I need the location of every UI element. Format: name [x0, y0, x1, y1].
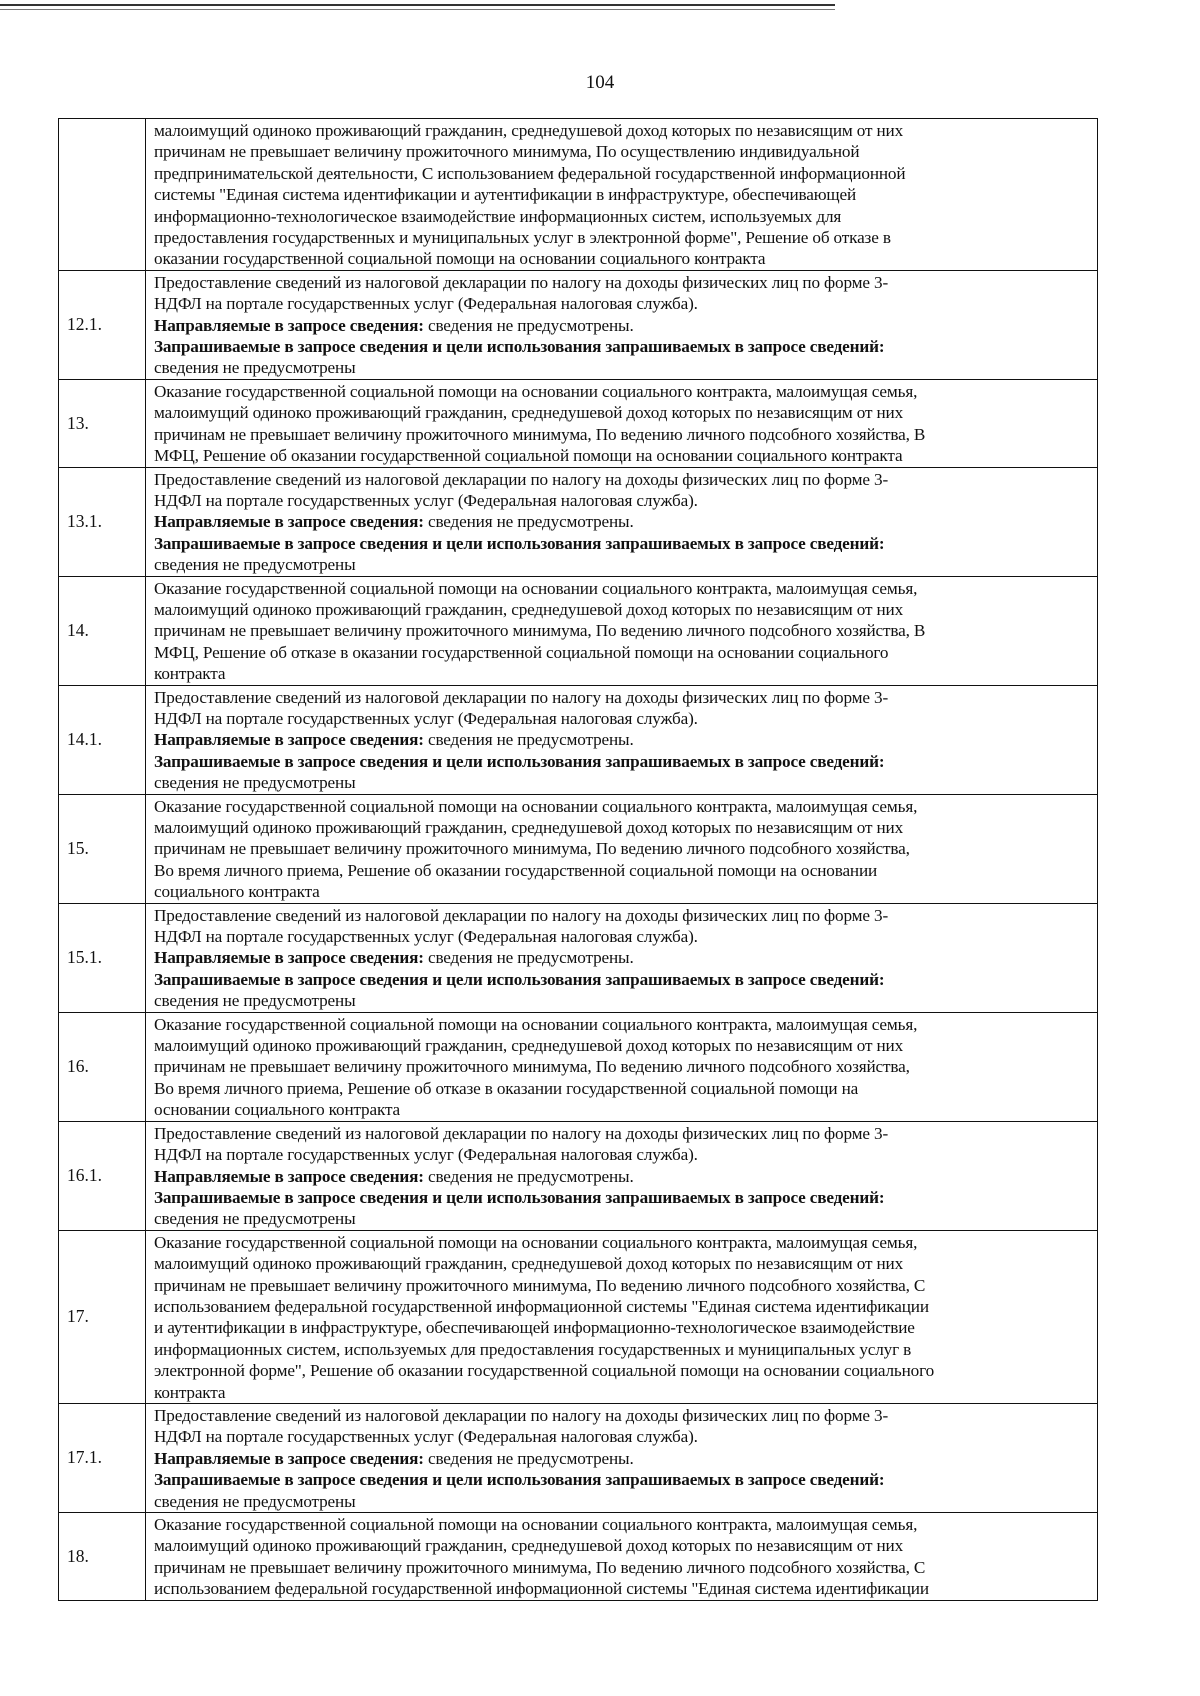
- line-text: социального контракта: [154, 882, 320, 902]
- content-line: [154, 751, 1091, 772]
- row-content: [146, 685, 1098, 794]
- row-number: 18.: [59, 1513, 146, 1601]
- line-text: Оказание государственной социальной помощи на основании социального контракта, малоимущая семья,: [154, 1515, 918, 1534]
- line-text: контракта: [154, 1382, 226, 1402]
- line-text: Предоставление сведений из налоговой декларации по налогу на доходы физических лиц по форме 3-: [154, 905, 889, 925]
- table-row: [59, 1230, 1098, 1403]
- line-text: НДФЛ на портале государственных услуг (Федеральная налоговая служба).: [154, 1427, 698, 1447]
- table-row: [59, 794, 1098, 903]
- services-table: [58, 118, 1098, 1601]
- content-line: [154, 445, 1091, 466]
- line-text: Оказание государственной социальной помощи на основании социального контракта, малоимущая семья,: [154, 1014, 918, 1034]
- line-text: причинам не превышает величину прожиточного минимума, По ведению личного подсобного хозяйства, В: [154, 621, 926, 641]
- line-text: сведения не предусмотрены.: [423, 730, 634, 750]
- content-line: [154, 469, 1091, 490]
- content-line: [154, 1448, 1091, 1469]
- line-text: Оказание государственной социальной помощи на основании социального контракта, малоимущая семья,: [154, 381, 918, 401]
- row-content: [146, 467, 1098, 576]
- bold-label: Запрашиваемые в запросе сведения и цели использования запрашиваемых в запросе сведений:: [154, 533, 885, 553]
- content-line: [154, 1382, 1091, 1403]
- content-line: [154, 1208, 1091, 1229]
- line-text: использованием федеральной государственной информационной системы "Единая система идентификации: [154, 1296, 929, 1316]
- bold-label: Запрашиваемые в запросе сведения и цели использования запрашиваемых в запросе сведений:: [154, 751, 885, 771]
- content-line: [154, 357, 1091, 378]
- line-text: Во время личного приема, Решение об оказании государственной социальной помощи на основании: [154, 860, 878, 880]
- content-line: [154, 163, 1091, 184]
- content-line: [154, 1469, 1091, 1490]
- line-text: сведения не предусмотрены: [154, 1491, 356, 1511]
- content-line: [154, 838, 1091, 859]
- content-line: [154, 511, 1091, 532]
- table-row: [59, 379, 1098, 467]
- table-row: [59, 1121, 1098, 1230]
- content-line: [154, 663, 1091, 684]
- content-line: [154, 1232, 1091, 1253]
- line-text: основании социального контракта: [154, 1100, 401, 1120]
- bold-label: Запрашиваемые в запросе сведения и цели использования запрашиваемых в запросе сведений:: [154, 337, 885, 357]
- line-text: Оказание государственной социальной помощи на основании социального контракта, малоимущая семья,: [154, 578, 918, 598]
- line-text: причинам не превышает величину прожиточного минимума, По осуществлению индивидуальной: [154, 142, 860, 162]
- line-text: Предоставление сведений из налоговой декларации по налогу на доходы физических лиц по форме 3-: [154, 687, 889, 707]
- line-text: Предоставление сведений из налоговой декларации по налогу на доходы физических лиц по форме 3-: [154, 272, 889, 292]
- row-number: 14.1.: [59, 685, 146, 794]
- content-line: [154, 1099, 1091, 1120]
- content-line: [154, 424, 1091, 445]
- line-text: предпринимательской деятельности, С использованием федеральной государственной информационной: [154, 163, 906, 183]
- line-text: Оказание государственной социальной помощи на основании социального контракта, малоимущая семья,: [154, 796, 918, 816]
- line-text: малоимущий одиноко проживающий гражданин, среднедушевой доход которых по независящим от них: [154, 818, 904, 837]
- line-text: оказании государственной социальной помощи на основании социального контракта: [154, 249, 766, 269]
- content-line: [154, 1275, 1091, 1296]
- line-text: НДФЛ на портале государственных услуг (Федеральная налоговая служба).: [154, 708, 698, 728]
- content-line: [154, 1123, 1091, 1144]
- line-text: сведения не предусмотрены.: [423, 512, 634, 532]
- row-number: 17.: [59, 1230, 146, 1403]
- content-line: [154, 1405, 1091, 1426]
- line-text: электронной форме", Решение об оказании государственной социальной помощи на основании социального: [154, 1361, 935, 1381]
- content-line: [154, 1557, 1091, 1578]
- row-content: [146, 576, 1098, 685]
- line-text: сведения не предусмотрены: [154, 1209, 356, 1229]
- bold-label: Направляемые в запросе сведения:: [154, 1166, 424, 1186]
- line-text: малоимущий одиноко проживающий гражданин, среднедушевой доход которых по независящим от них: [154, 599, 904, 619]
- line-text: и аутентификации в инфраструктуре, обеспечивающей информационно-технологическое взаимодействие: [154, 1318, 915, 1338]
- line-text: малоимущий одиноко проживающий гражданин, среднедушевой доход которых по независящим от них: [154, 403, 904, 423]
- line-text: причинам не превышает величину прожиточного минимума, По ведению личного подсобного хозяйства,: [154, 1057, 910, 1077]
- row-content: [146, 1121, 1098, 1230]
- line-text: МФЦ, Решение об оказании государственной социальной помощи на основании социального контракта: [154, 446, 903, 466]
- content-line: [154, 1014, 1091, 1035]
- content-line: [154, 860, 1091, 881]
- table-row: [59, 685, 1098, 794]
- row-content: [146, 1230, 1098, 1403]
- top-rule-thin: [0, 9, 835, 10]
- line-text: сведения не предусмотрены: [154, 991, 356, 1011]
- content-line: [154, 1144, 1091, 1165]
- top-rule: [0, 4, 835, 6]
- line-text: НДФЛ на портале государственных услуг (Федеральная налоговая служба).: [154, 927, 698, 947]
- line-text: сведения не предусмотрены: [154, 555, 356, 575]
- row-number: 14.: [59, 576, 146, 685]
- row-number: 16.: [59, 1012, 146, 1121]
- table-row: [59, 119, 1098, 271]
- row-content: [146, 119, 1098, 271]
- line-text: причинам не превышает величину прожиточного минимума, По ведению личного подсобного хозяйства, С: [154, 1275, 926, 1295]
- content-line: [154, 1360, 1091, 1381]
- table-row: [59, 903, 1098, 1012]
- content-line: [154, 708, 1091, 729]
- bold-label: Направляемые в запросе сведения:: [154, 1448, 424, 1468]
- content-line: [154, 381, 1091, 402]
- line-text: причинам не превышает величину прожиточного минимума, По ведению личного подсобного хозяйства, С: [154, 1557, 926, 1577]
- content-line: [154, 1339, 1091, 1360]
- content-line: [154, 402, 1091, 423]
- line-text: сведения не предусмотрены.: [423, 948, 634, 968]
- content-line: [154, 687, 1091, 708]
- bold-label: Запрашиваемые в запросе сведения и цели использования запрашиваемых в запросе сведений:: [154, 1470, 885, 1490]
- content-line: [154, 248, 1091, 269]
- line-text: сведения не предусмотрены.: [423, 315, 634, 335]
- content-line: [154, 293, 1091, 314]
- row-content: [146, 903, 1098, 1012]
- content-line: [154, 336, 1091, 357]
- content-line: [154, 227, 1091, 248]
- bold-label: Направляемые в запросе сведения:: [154, 315, 424, 335]
- content-line: [154, 1166, 1091, 1187]
- line-text: НДФЛ на портале государственных услуг (Федеральная налоговая служба).: [154, 1145, 698, 1165]
- line-text: причинам не превышает величину прожиточного минимума, По ведению личного подсобного хозяйства, В: [154, 424, 926, 444]
- line-text: сведения не предусмотрены: [154, 358, 356, 378]
- line-text: малоимущий одиноко проживающий гражданин, среднедушевой доход которых по независящим от них: [154, 1036, 904, 1056]
- content-line: [154, 905, 1091, 926]
- content-line: [154, 490, 1091, 511]
- content-line: [154, 272, 1091, 293]
- content-line: [154, 926, 1091, 947]
- row-number: 15.: [59, 794, 146, 903]
- row-content: [146, 1012, 1098, 1121]
- row-number: 12.1.: [59, 270, 146, 379]
- table-row: [59, 576, 1098, 685]
- line-text: Оказание государственной социальной помощи на основании социального контракта, малоимущая семья,: [154, 1232, 918, 1252]
- line-text: Предоставление сведений из налоговой декларации по налогу на доходы физических лиц по форме 3-: [154, 1405, 889, 1425]
- line-text: малоимущий одиноко проживающий гражданин, среднедушевой доход которых по независящим от них: [154, 1254, 904, 1274]
- bold-label: Направляемые в запросе сведения:: [154, 512, 424, 532]
- line-text: Предоставление сведений из налоговой декларации по налогу на доходы физических лиц по форме 3-: [154, 1123, 889, 1143]
- line-text: НДФЛ на портале государственных услуг (Федеральная налоговая служба).: [154, 294, 698, 314]
- line-text: информационно-технологическое взаимодействие информационных систем, используемых для: [154, 206, 842, 226]
- content-line: [154, 120, 1091, 141]
- table-row: [59, 467, 1098, 576]
- table-body: [59, 119, 1098, 1601]
- line-text: информационных систем, используемых для предоставления государственных и муниципальных услуг в: [154, 1339, 912, 1359]
- content-line: [154, 1514, 1091, 1535]
- content-line: [154, 578, 1091, 599]
- table-row: [59, 1012, 1098, 1121]
- line-text: малоимущий одиноко проживающий гражданин, среднедушевой доход которых по независящим от них: [154, 1536, 904, 1556]
- page-number: 104: [585, 72, 615, 93]
- bold-label: Запрашиваемые в запросе сведения и цели использования запрашиваемых в запросе сведений:: [154, 969, 885, 989]
- content-line: [154, 1253, 1091, 1274]
- content-line: [154, 141, 1091, 162]
- line-text: сведения не предусмотрены: [154, 773, 356, 793]
- line-text: предоставления государственных и муниципальных услуг в электронной форме", Решение об отказе в: [154, 228, 891, 248]
- line-text: контракта: [154, 664, 226, 684]
- content-line: [154, 947, 1091, 968]
- content-line: [154, 1056, 1091, 1077]
- content-line: [154, 533, 1091, 554]
- row-number: 16.1.: [59, 1121, 146, 1230]
- row-content: [146, 794, 1098, 903]
- content-line: [154, 620, 1091, 641]
- row-content: [146, 1513, 1098, 1601]
- line-text: МФЦ, Решение об отказе в оказании государственной социальной помощи на основании социального: [154, 642, 889, 662]
- table-row: [59, 1403, 1098, 1512]
- line-text: использованием федеральной государственной информационной системы "Единая система идентификации: [154, 1579, 929, 1599]
- content-line: [154, 796, 1091, 817]
- content-line: [154, 1187, 1091, 1208]
- row-content: [146, 1403, 1098, 1512]
- content-line: [154, 990, 1091, 1011]
- content-line: [154, 772, 1091, 793]
- row-number: 17.1.: [59, 1403, 146, 1512]
- content-line: [154, 1317, 1091, 1338]
- content-line: [154, 881, 1091, 902]
- content-line: [154, 1078, 1091, 1099]
- content-line: [154, 315, 1091, 336]
- line-text: системы "Единая система идентификации и аутентификации в инфраструктуре, обеспечивающей: [154, 185, 857, 205]
- content-line: [154, 729, 1091, 750]
- row-number: [59, 119, 146, 271]
- content-line: [154, 1578, 1091, 1599]
- content-line: [154, 184, 1091, 205]
- content-line: [154, 1535, 1091, 1556]
- row-number: 13.1.: [59, 467, 146, 576]
- bold-label: Направляемые в запросе сведения:: [154, 948, 424, 968]
- row-number: 13.: [59, 379, 146, 467]
- line-text: сведения не предусмотрены.: [423, 1166, 634, 1186]
- bold-label: Направляемые в запросе сведения:: [154, 730, 424, 750]
- line-text: Предоставление сведений из налоговой декларации по налогу на доходы физических лиц по форме 3-: [154, 469, 889, 489]
- content-line: [154, 1035, 1091, 1056]
- content-line: [154, 206, 1091, 227]
- bold-label: Запрашиваемые в запросе сведения и цели использования запрашиваемых в запросе сведений:: [154, 1187, 885, 1207]
- content-line: [154, 817, 1091, 838]
- table-row: [59, 1513, 1098, 1601]
- content-line: [154, 969, 1091, 990]
- line-text: НДФЛ на портале государственных услуг (Федеральная налоговая служба).: [154, 490, 698, 510]
- row-content: [146, 379, 1098, 467]
- line-text: малоимущий одиноко проживающий гражданин, среднедушевой доход которых по независящим от них: [154, 121, 904, 140]
- row-number: 15.1.: [59, 903, 146, 1012]
- content-line: [154, 1296, 1091, 1317]
- content-line: [154, 554, 1091, 575]
- row-content: [146, 270, 1098, 379]
- content-line: [154, 642, 1091, 663]
- content-line: [154, 1491, 1091, 1512]
- line-text: Во время личного приема, Решение об отказе в оказании государственной социальной помощи на: [154, 1078, 859, 1098]
- content-line: [154, 1426, 1091, 1447]
- table-row: [59, 270, 1098, 379]
- line-text: сведения не предусмотрены.: [423, 1448, 634, 1468]
- content-line: [154, 599, 1091, 620]
- line-text: причинам не превышает величину прожиточного минимума, По ведению личного подсобного хозяйства,: [154, 839, 910, 859]
